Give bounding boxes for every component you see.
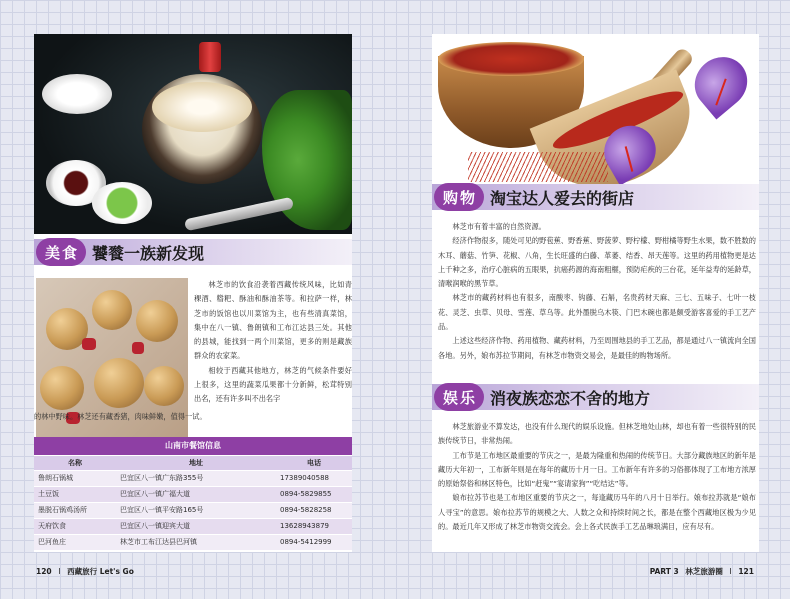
restaurant-name: 墨脱石锅鸡汤所	[34, 502, 116, 518]
restaurant-phone: 17389040588	[276, 470, 352, 486]
shopping-section-header	[432, 184, 759, 210]
right-section-label: 林芝旅游圈	[685, 567, 723, 576]
dried-fruit-image	[82, 338, 96, 350]
left-page-number: 120	[36, 567, 52, 576]
food-badge-char-1: 美	[44, 243, 60, 262]
food-paragraph-tail-text: 的林中野味。林芝还有藏香猪，肉味鲜嫩，值得一试。	[34, 412, 207, 421]
saffron-threads-image	[468, 152, 608, 182]
left-book-title: 西藏旅行 Let's Go	[67, 567, 134, 576]
table-row	[34, 518, 352, 534]
restaurant-address: 巴宜区八一镇广东路355号	[116, 470, 276, 486]
table-row	[34, 534, 352, 550]
table-row	[34, 486, 352, 502]
food-paragraph-tail	[34, 410, 352, 424]
food-badge-char-2: 食	[62, 243, 78, 262]
restaurant-address: 巴宜区八一镇迎宾大道	[116, 518, 276, 534]
right-footer	[650, 566, 754, 577]
spoon-image	[184, 197, 294, 232]
restaurant-name: 鲁朗石锅城	[34, 470, 116, 486]
restaurant-phone: 0894-5829855	[276, 486, 352, 502]
food-paragraph: 相较于西藏其他地方，林芝的气候条件要好上很多，这里的蔬菜瓜果都十分新鲜，松茸特别出名，还有许多叫不出名字	[194, 365, 352, 404]
shopping-badge-char-1: 购	[442, 188, 458, 207]
right-part-label: PART 3	[649, 567, 679, 576]
pastry-ball-image	[136, 300, 178, 342]
table-header-phone: 电话	[276, 455, 352, 470]
pastry-ball-image	[94, 358, 144, 408]
entertainment-badge	[434, 383, 484, 411]
chimney-image	[199, 42, 221, 72]
entertainment-badge-char-1: 娱	[442, 388, 458, 407]
food-section-header	[34, 239, 352, 265]
entertainment-section-header	[432, 384, 759, 410]
entertainment-paragraphs	[438, 420, 756, 534]
food-badge	[36, 238, 86, 266]
entertainment-paragraph: 工布节是工布地区最重要的节庆之一，是最为隆重和热闹的传统节日。大部分藏族地区的新年是藏历大年初一，工布新年则是在每年的藏历十月一日。工布新年有许多的习俗都体现了工布地方浓厚的原始祭俗和林区特色，比如“赶鬼”“宴请家狗”“吃结达”等。	[438, 450, 756, 489]
restaurant-address: 林芝市工布江达县巴河镇	[116, 534, 276, 550]
crocus-flower-image	[684, 46, 758, 119]
shopping-paragraphs	[438, 220, 756, 363]
shopping-paragraph: 林芝市的藏药材料也有很多，南酸枣、钩藤、石斛，名贵药材天麻、三七、五味子、七叶一枝花、灵芝、虫草、贝母、雪莲、草乌等。此外墨脱乌木筷、门巴木碗也都是颇受游客喜爱的手工艺产品。	[438, 293, 756, 332]
pastry-ball-image	[92, 290, 132, 330]
scallion-bowl-image	[92, 182, 152, 224]
restaurant-address: 巴宜区八一镇广福大道	[116, 486, 276, 502]
entertainment-section-title: 消夜族恋恋不舍的地方	[490, 388, 651, 408]
shopping-badge-char-2: 物	[460, 188, 476, 207]
entertainment-paragraph: 林芝旅游业不算发达，也没有什么现代的娱乐设施。但林芝地处山林，却也有着一些很特别的民族传统节日，非常热闹。	[438, 422, 756, 446]
hotpot-photo	[34, 34, 352, 234]
food-section-title: 饕餮一族新发现	[92, 243, 205, 263]
plate-image	[42, 74, 112, 114]
table-row	[34, 470, 352, 486]
restaurant-table-title: 山南市餐馆信息	[34, 437, 352, 455]
shopping-paragraph: 经济作物很多，随处可见的野苞蕉、野香蕉、野菠萝、野柠檬、野柑橘等野生水果，数不胜数的木耳、蘑菇、竹笋、花椒、八角，生长旺盛的白藤、革萎、结香、昂天莲等。这里的药用植物更是达上千种之多，治疗心脏病的五眼果，抗癌药源的海南粗榧，预防疟疾的三台花，延年益寿的延龄草，清喉润喉的黑节草。	[438, 236, 756, 289]
footer-separator: I	[58, 567, 61, 576]
restaurant-table	[34, 437, 352, 551]
shopping-paragraph: 林芝市有着丰富的自然资源。	[452, 222, 546, 231]
hotpot-soup-image	[152, 82, 252, 132]
food-paragraph: 林芝市的饮食沿袭着西藏传统风味，比如青稞酒、糌粑、酥油和酥油茶等。和拉萨一样，林芝市的饭馆也以川菜馆为主，也有些清真菜馆，集中在八一镇、鲁朗镇和工布江达县三处。其他的县城，能找到一两个川菜馆，更多的则是藏族群众的农家菜。	[194, 280, 352, 361]
restaurant-name: 天府饮食	[34, 518, 116, 534]
dried-fruit-image	[132, 342, 144, 354]
table-header-name: 名称	[34, 455, 116, 470]
shopping-badge	[434, 183, 484, 211]
restaurant-phone: 0894-5412999	[276, 534, 352, 550]
left-footer	[36, 566, 134, 577]
food-paragraphs	[194, 278, 352, 407]
footer-separator: I	[729, 567, 732, 576]
right-page-number: 121	[738, 567, 754, 576]
shopping-section-title: 淘宝达人爱去的街店	[490, 188, 635, 208]
restaurant-phone: 13628943879	[276, 518, 352, 534]
pastry-ball-image	[40, 366, 84, 410]
table-row	[34, 502, 352, 518]
shopping-paragraph: 上述这些经济作物、药用植物、藏药材料，乃至周围地县的手工艺品，都是通过八一镇流向全国各地。另外，娘布苏拉节期间，有林芝市物资交易会，是最佳的购物场所。	[438, 336, 756, 360]
restaurant-name: 巴河鱼庄	[34, 534, 116, 550]
entertainment-badge-char-2: 乐	[460, 388, 476, 407]
pastry-ball-image	[144, 366, 184, 406]
bowl-saffron-image	[438, 42, 584, 76]
table-header-address: 地址	[116, 455, 276, 470]
restaurant-phone: 0894-5828258	[276, 502, 352, 518]
restaurant-address: 巴宜区八一镇平安路165号	[116, 502, 276, 518]
left-page	[34, 34, 352, 552]
entertainment-paragraph: 娘布拉苏节也是工布地区重要的节庆之一，每逢藏历马年的八月十日举行。娘布拉苏就是“娘布人寻宝”的意思。娘布拉苏节的规模之大、人数之众和持续时间之长，都是在整个西藏地区极为少见的。最近几年又形成了林芝市物资交流会。会上各式民族手工艺品琳琅满目，应有尽有。	[438, 493, 756, 532]
restaurant-name: 土豆饭	[34, 486, 116, 502]
right-page	[432, 34, 759, 552]
